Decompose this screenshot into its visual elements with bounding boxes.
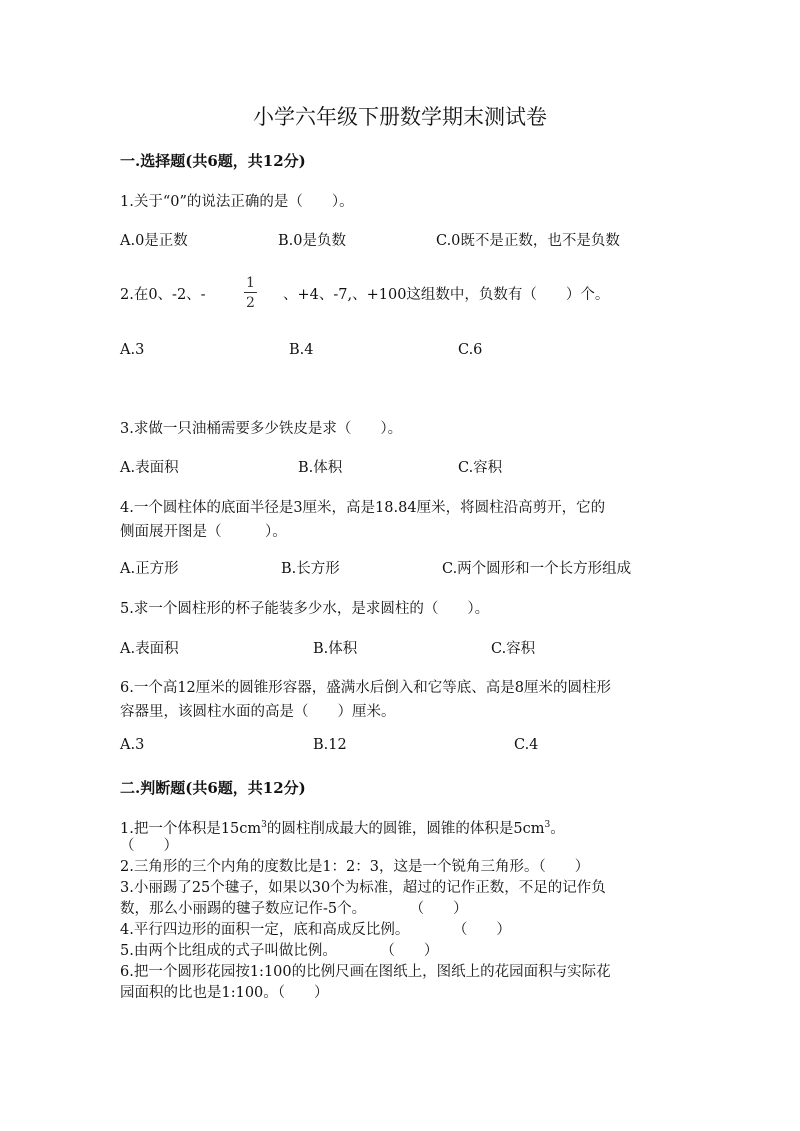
question-5-option-c: C.容积 — [491, 641, 536, 657]
judge-2-text: 2.三角形的三个内角的度数比是1：2：3，这是一个锐角三角形。（ ） — [120, 859, 590, 875]
question-2-text-pre: 2.在0、-2、- — [120, 287, 206, 303]
fraction-denominator: 2 — [246, 295, 255, 311]
superscript-cubed: 3 — [261, 820, 267, 830]
question-1-option-c: C.0既不是正数，也不是负数 — [436, 233, 620, 249]
question-6-option-a: A.3 — [120, 737, 145, 753]
question-5-option-b: B.体积 — [313, 641, 358, 657]
question-2-option-c: C.6 — [458, 342, 483, 358]
judge-1-text-mid: 的圆柱削成最大的圆锥，圆锥的体积是5cm — [266, 820, 545, 837]
question-6-line-2: 容器里，该圆柱水面的高是（ ）厘米。 — [120, 704, 396, 720]
question-3-option-b: B.体积 — [298, 460, 343, 476]
page-title: 小学六年级下册数学期末测试卷 — [253, 105, 547, 129]
question-6-line-1: 6.一个高12厘米的圆锥形容器，盛满水后倒入和它等底、高是8厘米的圆柱形 — [120, 680, 612, 696]
question-3-option-c: C.容积 — [458, 460, 503, 476]
question-5-option-a: A.表面积 — [120, 641, 179, 657]
question-3-text: 3.求做一只油桶需要多少铁皮是求（ ）。 — [120, 421, 403, 437]
question-1-option-b: B.0是负数 — [278, 233, 346, 249]
judge-1-text-post: 。 — [550, 820, 565, 837]
question-4-line-2: 侧面展开图是（ ）。 — [120, 524, 287, 540]
question-2-option-a: A.3 — [120, 342, 145, 358]
question-1-text: 1.关于“0”的说法正确的是（ ）。 — [120, 194, 354, 210]
question-4-line-1: 4.一个圆柱体的底面半径是3厘米，高是18.84厘米，将圆柱沿高剪开，它的 — [120, 500, 606, 516]
judge-6-line-2: 园面积的比也是1:100。（ ） — [120, 985, 329, 1001]
judge-3-line-2: 数，那么小丽踢的毽子数应记作-5个。 （ ） — [120, 901, 468, 917]
judge-1-line-2: （ ） — [120, 838, 178, 854]
superscript-cubed: 3 — [544, 820, 551, 830]
judge-1-line-1 — [120, 815, 565, 839]
judge-1-text-pre: 1.把一个体积是15cm — [120, 820, 262, 837]
fraction-numerator: 1 — [246, 275, 255, 291]
section-heading-judge: 二.判断题(共6题，共12分) — [120, 779, 306, 797]
judge-6-line-1: 6.把一个圆形花园按1:100的比例尺画在图纸上，图纸上的花园面积与实际花 — [120, 964, 611, 980]
question-6-option-b: B.12 — [313, 737, 347, 753]
judge-4-text: 4.平行四边形的面积一定，底和高成反比例。 （ ） — [120, 922, 511, 938]
question-4-option-c: C.两个圆形和一个长方形组成 — [442, 561, 632, 577]
question-2-option-b: B.4 — [289, 342, 314, 358]
question-4-option-a: A.正方形 — [120, 561, 179, 577]
question-3-option-a: A.表面积 — [120, 460, 179, 476]
question-1-option-a: A.0是正数 — [120, 233, 188, 249]
section-heading-choice: 一.选择题(共6题，共12分) — [120, 152, 306, 170]
question-5-text: 5.求一个圆柱形的杯子能装多少水，是求圆柱的（ ）。 — [120, 601, 490, 617]
judge-5-text: 5.由两个比组成的式子叫做比例。 （ ） — [120, 943, 439, 959]
judge-3-line-1: 3.小丽踢了25个毽子，如果以30个为标准，超过的记作正数，不足的记作负 — [120, 880, 606, 896]
fraction-one-half — [244, 276, 257, 310]
question-2-text-post: 、+4、-7,、+100这组数中，负数有（ ）个。 — [283, 287, 610, 303]
question-4-option-b: B.长方形 — [281, 561, 340, 577]
question-6-option-c: C.4 — [514, 737, 539, 753]
